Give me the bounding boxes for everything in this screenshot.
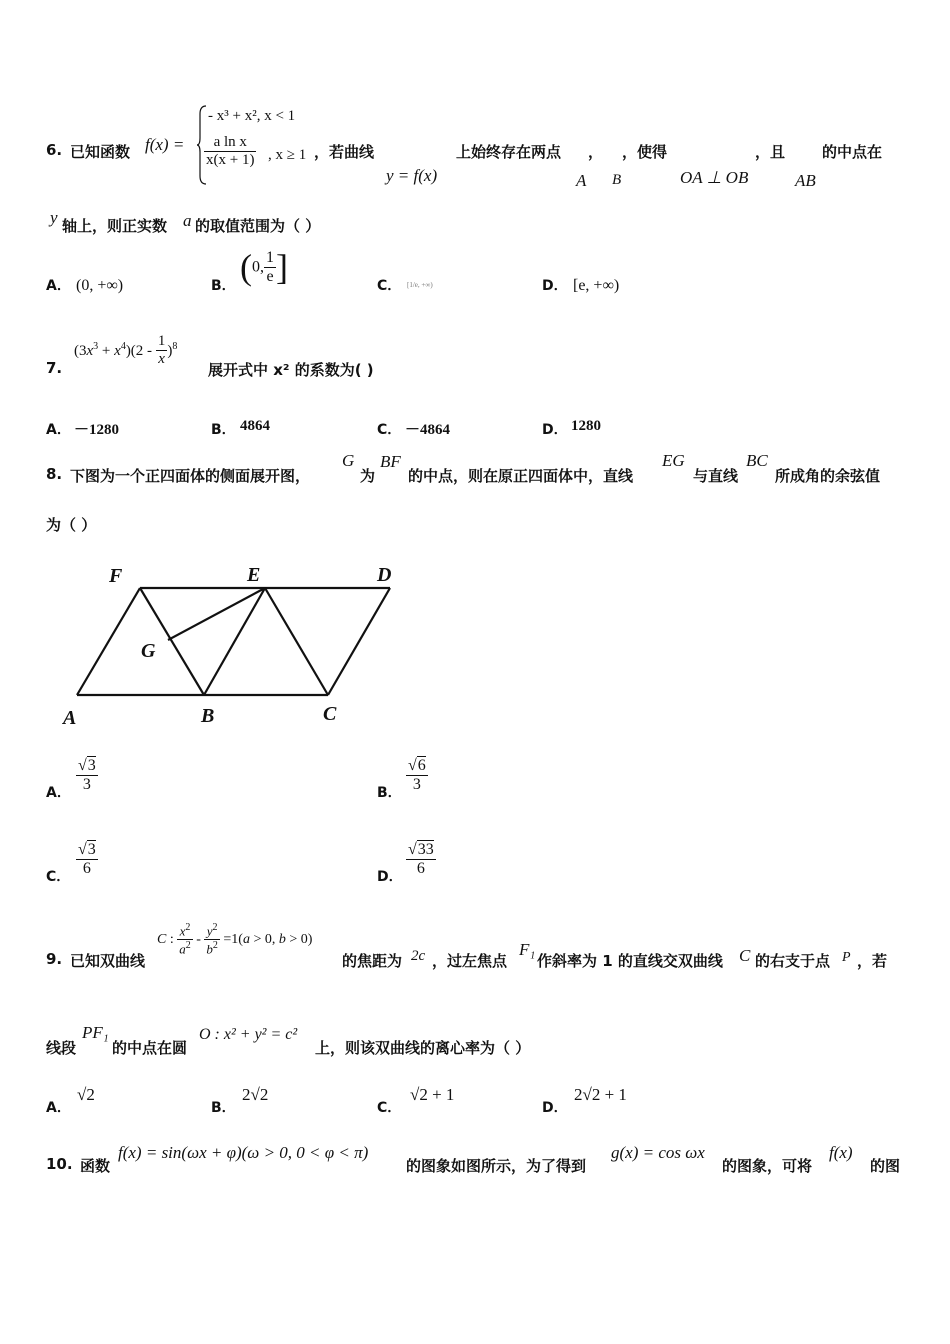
q6-point-a: A — [576, 171, 587, 190]
q6-lead: 已知函数 — [70, 143, 131, 161]
q7-option-a-label[interactable]: A． — [46, 422, 71, 438]
q8-option-c-radicand: 3 — [87, 841, 96, 858]
q6-curve: y = f(x) — [386, 166, 438, 185]
q9-text-4: 作斜率为 1 的直线交双曲线 — [537, 952, 723, 970]
q10-text-4: 的图 — [870, 1157, 901, 1175]
q8-text-6: 为（ ） — [46, 516, 97, 534]
q9-option-b-value: 2√2 — [242, 1085, 269, 1104]
q8-option-d-radicand: 33 — [417, 841, 434, 858]
q6-case2-frac — [204, 134, 256, 169]
q8-text-1: 下图为一个正四面体的侧面展开图， — [70, 467, 311, 485]
q6-case2-numerator: a ln x — [204, 134, 256, 152]
q8-label-b: B — [201, 705, 215, 727]
q6-text-6: 的取值范围为（ ） — [195, 217, 321, 235]
q7-number: 7. — [46, 359, 63, 377]
q8-option-c-value: $\frac{√3}{6}$ — [78, 841, 96, 877]
q6-point-b: B — [612, 172, 622, 188]
q8-label-e: E — [247, 564, 261, 586]
q8-edge-cd — [328, 588, 390, 695]
q8-eg: EG — [662, 451, 685, 470]
q6-option-a-label[interactable]: A． — [46, 278, 71, 294]
q7-option-c-value: －4864 — [405, 422, 451, 438]
q9-option-c-value: √2 + 1 — [410, 1085, 455, 1104]
q6-perp: OA ⊥ OB — [680, 168, 749, 187]
q6-yaxis: y — [50, 208, 58, 227]
q8-label-g: G — [141, 640, 156, 662]
q6-option-a-value: (0, +∞) — [76, 277, 124, 294]
q6-case1: - x³ + x², x < 1 — [208, 108, 296, 124]
q7-option-b-value: 4864 — [240, 418, 270, 434]
q6-text-2: 上始终存在两点 — [456, 143, 562, 161]
q8-bc: BC — [746, 451, 768, 470]
q8-label-c: C — [323, 703, 337, 725]
q6-text-4: 的中点在 — [822, 143, 883, 161]
q9-equation: C : $\frac{x^2}{a^2}$ - $\frac{y^2}{b^2}$ =1(a > 0, b > 0) — [157, 922, 313, 957]
q9-focal: 2c — [411, 948, 426, 964]
q6-case2-denominator: x(x + 1) — [206, 152, 255, 168]
q10-text-1: 函数 — [80, 1157, 111, 1175]
q8-option-b-value: $\frac{√6}{3}$ — [408, 757, 426, 793]
q9-text-3: ，过左焦点 — [432, 952, 508, 970]
q9-circle: O : x² + y² = c² — [199, 1026, 298, 1043]
q8-option-d-label[interactable]: D． — [377, 869, 403, 885]
q7-option-d-value: 1280 — [571, 418, 601, 434]
q7-expression: $(3x^3 + x^4)(2$ - $\frac{1}{x}$ )$^8$ — [74, 333, 178, 367]
q9-option-b-label[interactable]: B． — [211, 1100, 236, 1116]
q8-bf: BF — [380, 452, 401, 471]
q9-text-7: 线段 — [46, 1039, 77, 1057]
q8-text-2: 为 — [360, 467, 376, 485]
q9-option-a-value: √2 — [77, 1085, 95, 1104]
q6-comma-2: ，使得 — [622, 143, 668, 161]
q8-text-3: 的中点，则在原正四面体中，直线 — [408, 467, 634, 485]
q6-option-c-label[interactable]: C． — [377, 278, 402, 294]
q8-option-c-denominator: 6 — [82, 860, 91, 877]
q9-option-d-value: 2√2 + 1 — [574, 1085, 627, 1104]
q8-option-d-denominator: 6 — [416, 860, 425, 877]
q6-number: 6. — [46, 141, 63, 159]
q10-text-2: 的图象如图所示，为了得到 — [406, 1157, 587, 1175]
q9-text-2: 的焦距为 — [342, 952, 403, 970]
q8-label-f: F — [109, 565, 123, 587]
q6-text-5: 轴上，则正实数 — [62, 217, 168, 235]
q8-edge-ec — [265, 588, 328, 695]
q10-text-3: 的图象，可将 — [722, 1157, 813, 1175]
q8-figure — [55, 558, 415, 730]
q8-option-b-label[interactable]: B． — [377, 785, 402, 801]
q10-number: 10. — [46, 1155, 73, 1173]
q9-text-9: 上，则该双曲线的离心率为（ ） — [315, 1039, 531, 1057]
q9-text-5: 的右支于点 — [755, 952, 831, 970]
q6-option-b-label[interactable]: B． — [211, 278, 236, 294]
q7-text: 展开式中 x² 的系数为( ) — [208, 361, 374, 379]
q9-text-1: 已知双曲线 — [70, 952, 146, 970]
q6-option-b-frac: $\frac{1}{e}$ — [266, 248, 274, 285]
q6-option-b-lparen: ( — [240, 247, 252, 287]
q9-text-8: 的中点在圆 — [112, 1039, 188, 1057]
q9-text-6: ，若 — [857, 952, 888, 970]
q6-option-b-value — [240, 246, 288, 288]
q8-number: 8. — [46, 465, 63, 483]
q9-c: C — [739, 946, 751, 965]
q7-option-d-label[interactable]: D． — [542, 422, 568, 438]
q6-option-d-value: [e, +∞) — [573, 277, 620, 294]
q8-text-5: 所成角的余弦值 — [775, 467, 881, 485]
q9-option-d-label[interactable]: D． — [542, 1100, 568, 1116]
q9-pf1: PF₁ — [82, 1023, 109, 1042]
q8-option-d-value: $\frac{√33}{6}$ — [408, 841, 434, 877]
q8-text-4: 与直线 — [693, 467, 739, 485]
q6-text-1: ，若曲线 — [314, 143, 375, 161]
q9-number: 9. — [46, 950, 63, 968]
q6-a-var: a — [183, 211, 192, 230]
q8-g: G — [342, 451, 355, 470]
q8-edge-af — [77, 588, 140, 695]
q8-label-a: A — [63, 707, 77, 729]
q10-func: f(x) = sin(ωx + φ)(ω > 0, 0 < φ < π) — [118, 1143, 369, 1162]
q8-option-b-radicand: 6 — [417, 757, 426, 774]
q6-option-b-rbracket: ] — [276, 247, 288, 287]
q8-option-a-label[interactable]: A． — [46, 785, 71, 801]
q6-func: f(x) = — [145, 135, 185, 154]
q9-option-a-label[interactable]: A． — [46, 1100, 71, 1116]
q7-option-c-label[interactable]: C． — [377, 422, 402, 438]
q10-fx: f(x) — [829, 1143, 853, 1162]
q6-option-b-zero: 0, — [252, 258, 264, 276]
q6-text-3: ，且 — [755, 143, 786, 161]
q6-comma-1: ， — [588, 143, 604, 161]
q6-option-d-label[interactable]: D． — [542, 278, 568, 294]
q8-option-a-radicand: 3 — [87, 757, 96, 774]
q8-option-a-value: $\frac{√3}{3}$ — [78, 757, 96, 793]
q8-option-b-denominator: 3 — [412, 776, 421, 793]
q9-p: P — [842, 950, 851, 965]
q8-label-d: D — [377, 564, 392, 586]
q9-option-c-label[interactable]: C． — [377, 1100, 402, 1116]
q8-option-a-denominator: 3 — [82, 776, 91, 793]
q8-option-c-label[interactable]: C． — [46, 869, 71, 885]
q10-g: g(x) = cos ωx — [611, 1143, 705, 1162]
q9-f1: F₁ — [519, 940, 536, 959]
q6-case2-cond: , x ≥ 1 — [268, 147, 307, 163]
q7-option-a-value: －1280 — [74, 422, 120, 438]
q6-seg-ab: AB — [795, 171, 816, 190]
q6-option-c-value: [1/e, +∞) — [407, 281, 433, 289]
q7-option-b-label[interactable]: B． — [211, 422, 236, 438]
